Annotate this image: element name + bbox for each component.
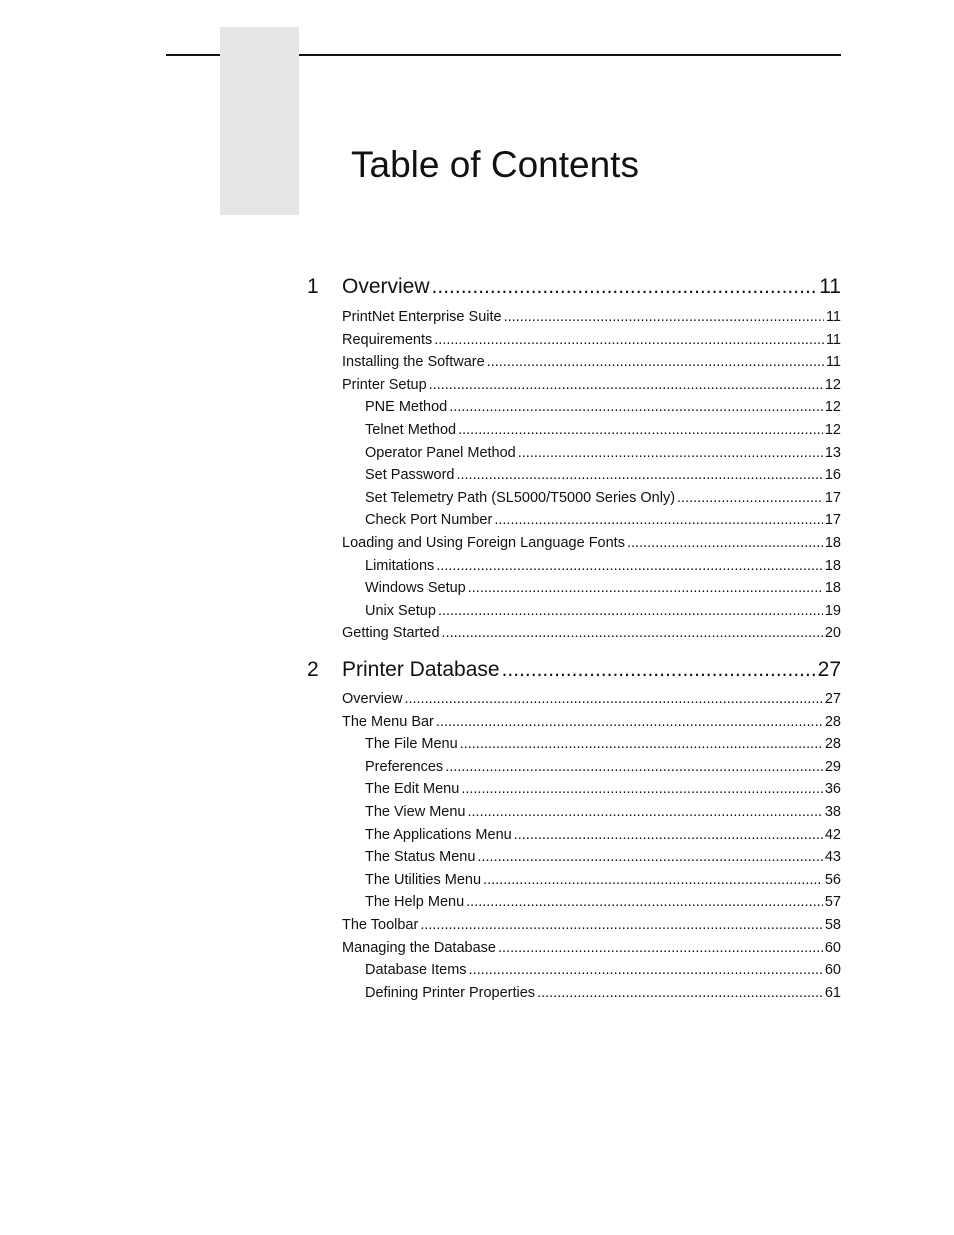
- entry-page-number: 38: [824, 804, 841, 820]
- dot-leader: [445, 759, 823, 775]
- dot-leader: [432, 275, 818, 299]
- toc-section-entry[interactable]: [342, 917, 841, 937]
- dot-leader: [456, 467, 822, 483]
- dot-leader: [537, 985, 823, 1001]
- dot-leader: [458, 422, 823, 438]
- dot-leader: [404, 691, 822, 707]
- dot-leader: [504, 309, 824, 325]
- entry-title: Overview: [342, 691, 403, 707]
- dot-leader: [494, 512, 823, 528]
- toc-section-entry[interactable]: [342, 332, 841, 352]
- entry-title: PrintNet Enterprise Suite: [342, 309, 502, 325]
- dot-leader: [477, 849, 822, 865]
- chapter-page-number: 11: [819, 275, 841, 298]
- entry-title: The Help Menu: [365, 894, 465, 911]
- toc-subsection-entry[interactable]: [365, 736, 841, 756]
- dot-leader: [429, 377, 823, 393]
- entry-page-number: 19: [824, 602, 841, 619]
- dot-leader: [677, 490, 823, 506]
- dot-leader: [627, 535, 823, 551]
- dot-leader: [518, 445, 823, 461]
- dot-leader: [514, 827, 823, 843]
- entry-title: Installing the Software: [342, 354, 485, 371]
- toc-subsection-entry[interactable]: [365, 490, 841, 510]
- entry-title: Managing the Database: [342, 939, 496, 956]
- dot-leader: [483, 872, 823, 888]
- dot-leader: [460, 736, 823, 752]
- dot-leader: [436, 714, 823, 730]
- dot-leader: [468, 580, 823, 596]
- entry-page-number: 42: [824, 826, 841, 843]
- dot-leader: [436, 558, 823, 574]
- toc-section-entry[interactable]: [342, 354, 841, 374]
- entry-page-number: 12: [824, 376, 841, 393]
- chapter-heading[interactable]: [307, 275, 841, 301]
- chapter-number: 1: [307, 275, 319, 298]
- toc-section-entry[interactable]: [342, 714, 841, 734]
- entry-page-number: 17: [824, 489, 841, 506]
- toc-subsection-entry[interactable]: [365, 445, 841, 465]
- entry-page-number: 60: [824, 962, 841, 979]
- entry-title: Limitations: [365, 557, 435, 574]
- entry-title: Windows Setup: [365, 580, 466, 597]
- toc-subsection-entry[interactable]: [365, 781, 841, 801]
- entry-page-number: 18: [824, 557, 841, 574]
- dot-leader: [467, 804, 822, 820]
- entry-page-number: 43: [824, 849, 841, 866]
- dot-leader: [498, 940, 823, 956]
- header-rule-right: [299, 54, 841, 56]
- entry-title: Printer Setup: [342, 376, 427, 393]
- dot-leader: [466, 894, 823, 910]
- entry-title: The View Menu: [365, 804, 466, 820]
- chapter-heading[interactable]: [307, 658, 841, 684]
- entry-title: Defining Printer Properties: [365, 984, 536, 1001]
- toc-subsection-entry[interactable]: [365, 894, 841, 914]
- chapter-title: Printer Database: [342, 658, 500, 681]
- dot-leader: [438, 603, 823, 619]
- entry-page-number: 56: [824, 871, 841, 888]
- entry-title: Database Items: [365, 962, 467, 979]
- entry-title: Loading and Using Foreign Language Fonts: [342, 535, 625, 551]
- toc-section-entry[interactable]: [342, 535, 841, 555]
- dot-leader: [502, 658, 816, 682]
- entry-page-number: 28: [824, 713, 841, 730]
- entry-title: Telnet Method: [365, 422, 457, 438]
- entry-page-number: 27: [824, 691, 841, 707]
- entry-page-number: 29: [824, 758, 841, 775]
- entry-title: Set Telemetry Path (SL5000/T5000 Series Only): [365, 489, 676, 506]
- toc-section-entry[interactable]: [342, 625, 841, 645]
- entry-title: The Menu Bar: [342, 713, 434, 730]
- entry-page-number: 11: [825, 309, 841, 325]
- entry-page-number: 58: [824, 917, 841, 933]
- entry-title: Getting Started: [342, 625, 440, 642]
- entry-title: The Edit Menu: [365, 781, 460, 798]
- entry-page-number: 17: [824, 512, 841, 529]
- entry-page-number: 12: [824, 422, 841, 438]
- dot-leader: [469, 962, 823, 978]
- page-title: Table of Contents: [351, 144, 639, 185]
- entry-title: Set Password: [365, 467, 455, 484]
- entry-page-number: 13: [824, 444, 841, 461]
- toc-section-entry[interactable]: [342, 309, 841, 329]
- entry-title: The File Menu: [365, 736, 458, 753]
- toc-subsection-entry[interactable]: [365, 558, 841, 578]
- toc-subsection-entry[interactable]: [365, 759, 841, 779]
- entry-title: Check Port Number: [365, 512, 493, 529]
- dot-leader: [434, 332, 824, 348]
- chapter-tab-decoration: [220, 27, 299, 215]
- toc-subsection-entry[interactable]: [365, 827, 841, 847]
- entry-page-number: 61: [824, 984, 841, 1001]
- entry-title: Requirements: [342, 331, 433, 348]
- toc-subsection-entry[interactable]: [365, 512, 841, 532]
- toc-section-entry[interactable]: [342, 691, 841, 711]
- entry-title: Preferences: [365, 758, 444, 775]
- chapter-title: Overview: [342, 275, 430, 298]
- entry-title: The Utilities Menu: [365, 871, 482, 888]
- header-rule-left: [166, 54, 220, 56]
- entry-page-number: 57: [824, 894, 841, 911]
- toc-subsection-entry[interactable]: [365, 422, 841, 442]
- entry-title: The Applications Menu: [365, 826, 512, 843]
- toc-subsection-entry[interactable]: [365, 962, 841, 982]
- dot-leader: [420, 917, 823, 933]
- toc-subsection-entry[interactable]: [365, 985, 841, 1005]
- entry-page-number: 36: [824, 781, 841, 798]
- entry-page-number: 28: [824, 736, 841, 753]
- entry-page-number: 60: [824, 939, 841, 956]
- chapter-page-number: 27: [817, 658, 841, 681]
- entry-title: PNE Method: [365, 399, 448, 416]
- entry-title: Unix Setup: [365, 602, 436, 619]
- toc-subsection-entry[interactable]: [365, 603, 841, 623]
- entry-title: Operator Panel Method: [365, 444, 516, 461]
- dot-leader: [461, 781, 823, 797]
- entry-title: The Toolbar: [342, 917, 419, 933]
- toc-subsection-entry[interactable]: [365, 849, 841, 869]
- entry-page-number: 11: [825, 331, 841, 348]
- entry-page-number: 11: [825, 354, 841, 371]
- dot-leader: [449, 399, 823, 415]
- dot-leader: [487, 354, 824, 370]
- chapter-number: 2: [307, 658, 319, 681]
- toc-subsection-entry[interactable]: [365, 872, 841, 892]
- toc-subsection-entry[interactable]: [365, 399, 841, 419]
- entry-page-number: 18: [824, 580, 841, 597]
- toc-subsection-entry[interactable]: [365, 580, 841, 600]
- entry-page-number: 18: [824, 535, 841, 551]
- toc-subsection-entry[interactable]: [365, 467, 841, 487]
- entry-page-number: 12: [824, 399, 841, 416]
- entry-page-number: 20: [824, 625, 841, 642]
- toc-subsection-entry[interactable]: [365, 804, 841, 824]
- dot-leader: [442, 625, 823, 641]
- toc-section-entry[interactable]: [342, 940, 841, 960]
- toc-section-entry[interactable]: [342, 377, 841, 397]
- entry-title: The Status Menu: [365, 849, 476, 866]
- entry-page-number: 16: [824, 467, 841, 484]
